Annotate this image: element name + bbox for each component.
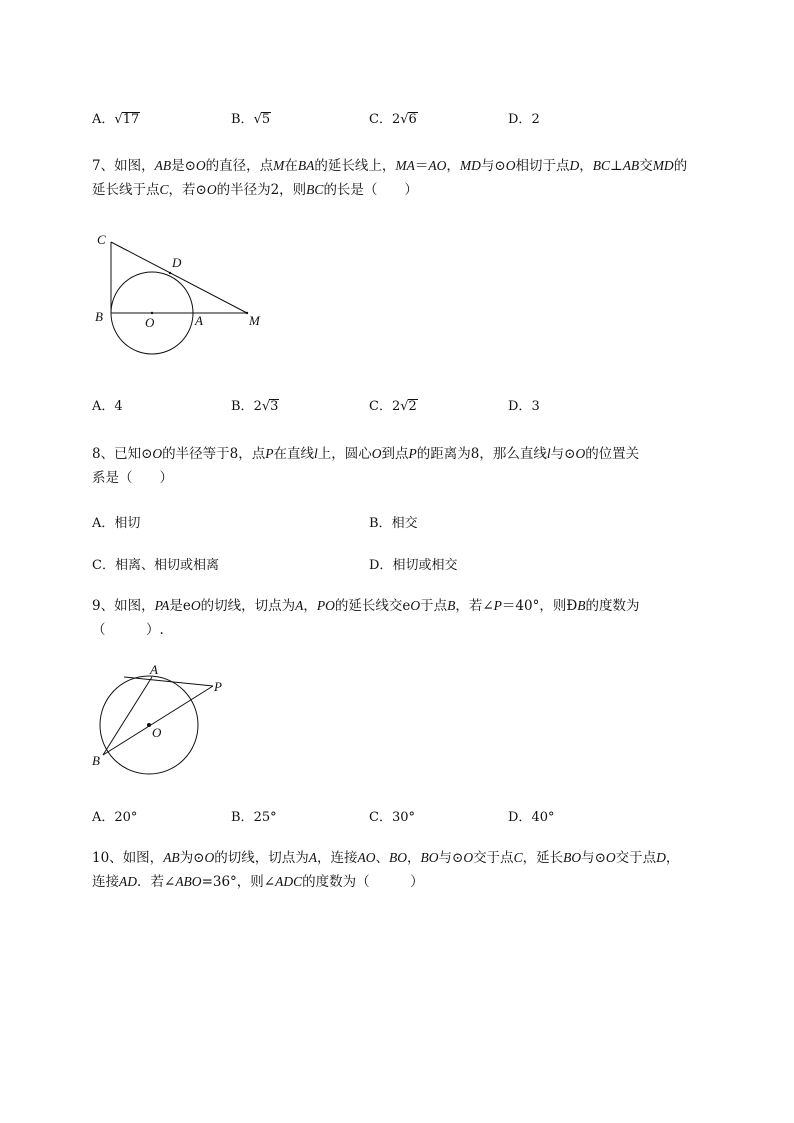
q7-label-o: O [145,315,155,330]
q7-point-o [151,312,153,314]
q6-option-b: B．√5 [231,112,271,127]
q8-option-d: D．相切或相交 [369,558,458,573]
q7-label-c: C [97,232,106,247]
q9-line-1: 9、如图，PA是eO的切线，切点为A，PO的延长线交eO于点B，若∠P＝40°，则ÐB的度数为 [92,598,640,614]
q8-options-row-1 [92,512,732,532]
q9-segment-pb [103,686,213,755]
q6-option-a: A．√17 [92,112,140,127]
q8-line-2: 系是（ ） [92,470,173,486]
q6-option-d: D．2 [508,112,540,127]
q7-option-a: A．4 [92,399,123,414]
q7-options [92,395,732,415]
q7-option-c: C．2√2 [369,399,417,414]
q9-figure [88,660,228,780]
q7-point-m [246,312,248,314]
q8-option-b: B．相交 [369,516,418,531]
q9-option-d: D．40° [508,810,555,825]
q9-label-b: B [92,753,100,768]
q6-option-c: C．2√6 [369,112,417,127]
q6-options [92,108,732,128]
q7-option-b: B．2√3 [231,399,279,414]
q7-option-d: D．3 [508,399,540,414]
q8-options-row-2 [92,554,732,574]
q7-point-d [169,272,171,274]
q7-label-d: D [172,255,182,270]
q8-line-1: 8、已知⊙O的半径等于8，点P在直线l上，圆心O到点P的距离为8，那么直线l与⊙O的位置关 [92,446,640,462]
q8-option-c: C．相离、相切或相离 [92,558,219,573]
q9-option-c: C．30° [369,810,415,825]
q9-option-b: B．25° [231,810,277,825]
q9-tangent-pa [124,677,213,686]
q10-line-1: 10、如图，AB为⊙O的切线，切点为A，连接AO、BO，BO与⊙O交于点C，延长BO与⊙O交于点D， [92,850,680,866]
q8-option-a: A．相切 [92,516,141,531]
question-7 [92,154,737,202]
question-8 [92,442,737,490]
question-10 [92,846,737,894]
q9-label-p: P [214,679,222,694]
q9-segment-ab [103,677,152,755]
q10-line-2: 连接AD．若∠ABO=36°，则∠ADC的度数为（ ） [92,874,424,890]
q7-label-a: A [195,313,203,328]
q9-label-a: A [150,662,158,677]
q9-label-o: O [152,725,162,740]
question-9 [92,594,737,642]
q9-option-a: A．20° [92,810,138,825]
q9-line-2: （ ）. [92,622,164,638]
q7-label-b: B [95,309,103,324]
q7-line-2: 延长线于点C，若⊙O的半径为2，则BC的长是（ ） [92,182,418,198]
q7-label-m: M [249,313,260,328]
q7-figure [90,228,280,363]
q9-point-o [147,723,151,727]
q7-line-1: 7、如图，AB是⊙O的直径，点M在BA的延长线上，MA＝AO，MD与⊙O相切于点D，BC⊥AB交MD的 [92,158,688,174]
q9-options [92,806,732,826]
